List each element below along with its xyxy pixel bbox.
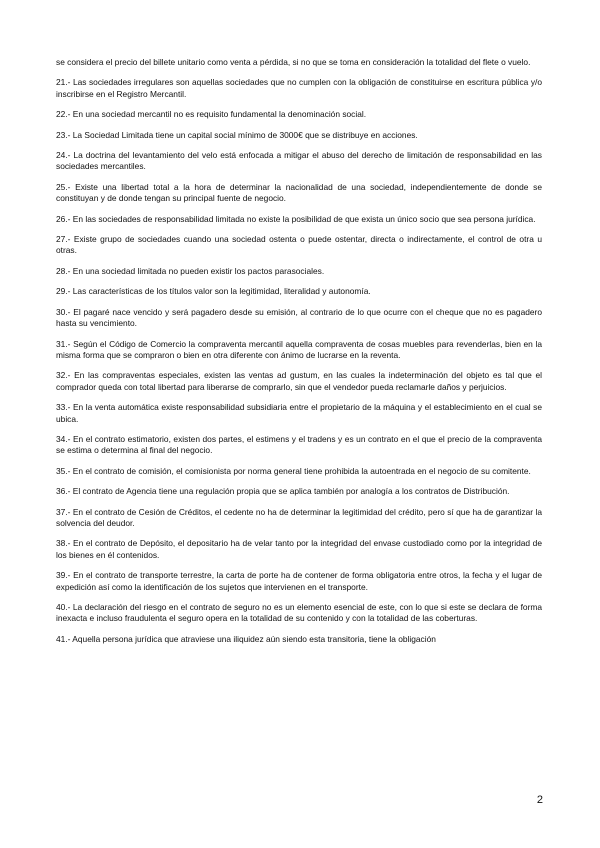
question-33: 33.- En la venta automática existe responsabilidad subsidiaria entre el propietario de la máquina y el establecimiento en el cual se ubica.: [56, 402, 542, 424]
question-21: 21.- Las sociedades irregulares son aquellas sociedades que no cumplen con la obligación de constituirse en escritura pública y/o inscribirse en el Registro Mercantil.: [56, 77, 542, 99]
question-23: 23.- La Sociedad Limitada tiene un capital social mínimo de 3000€ que se distribuye en acciones.: [56, 129, 418, 140]
question-37: 37.- En el contrato de Cesión de Créditos, el cedente no ha de determinar la legitimidad del crédito, pero sí que ha de garantizar la solvencia del deudor.: [56, 506, 542, 528]
question-24: 24.- La doctrina del levantamiento del velo está enfocada a mitigar el abuso del derecho de limitación de responsabilidad en las sociedades mercantiles.: [56, 150, 542, 172]
question-40: 40.- La declaración del riesgo en el contrato de seguro no es un elemento esencial de este, con lo que si este se declara de forma inexacta e incluso fraudulenta el seguro opera en la totalidad de su contenido y con la totalidad de las coberturas.: [56, 602, 542, 624]
question-26: 26.- En las sociedades de responsabilidad limitada no existe la posibilidad de que exista un único socio que sea persona jurídica.: [56, 213, 536, 224]
question-31: 31.- Según el Código de Comercio la compraventa mercantil aquella compraventa de cosas muebles para revenderlas, bien en la misma forma que se compraron o bien en otra diferente con ánimo de lucrarse en la reventa.: [56, 338, 542, 360]
question-28: 28.- En una sociedad limitada no pueden existir los pactos parasociales.: [56, 265, 325, 276]
question-35: 35.- En el contrato de comisión, el comisionista por norma general tiene prohibida la autoentrada en el negocio de su comitente.: [56, 465, 531, 476]
page-number: 2: [536, 794, 543, 806]
question-30: 30.- El pagaré nace vencido y será pagadero desde su emisión, al contrario de lo que ocurre con el cheque que no es pagadero hasta su vencimiento.: [56, 306, 542, 329]
question-29: 29.- Las características de los títulos valor son la legitimidad, literalidad y autonomía.: [56, 286, 371, 297]
question-38: 38.- En el contrato de Depósito, el depositario ha de velar tanto por la integridad del envase custodiado como por la integridad de los bienes en él contenidos.: [56, 538, 542, 560]
question-36: 36.- El contrato de Agencia tiene una regulación propia que se aplica también por analogía a los contratos de Distribución.: [56, 486, 510, 497]
paragraph-continuation: se considera el precio del billete unitario como venta a pérdida, si no que se toma en consideración la totalidad del flete o vuelo.: [56, 57, 531, 67]
question-34: 34.- En el contrato estimatorio, existen dos partes, el estimens y el tradens y es un contrato en el que el precio de la compraventa se estima o determina al final del negocio.: [56, 433, 542, 456]
question-27: 27.- Existe grupo de sociedades cuando una sociedad ostenta o puede ostentar, directa o indirectamente, el control de otra u otras.: [56, 234, 542, 256]
document-body: [56, 57, 542, 654]
question-41: 41.- Aquella persona jurídica que atraviese una iliquidez aún siendo esta transitoria, tiene la obligación: [56, 633, 436, 644]
question-22: 22.- En una sociedad mercantil no es requisito fundamental la denominación social.: [56, 109, 367, 120]
question-32: 32.- En las compraventas especiales, existen las ventas ad gustum, en las cuales la indeterminación del objeto es tal que el comprador queda con total libertad para liberarse de comprarlo, sin que el vendedor pueda reclamarle daños y perjuicios.: [56, 370, 542, 392]
question-25: 25.- Existe una libertad total a la hora de determinar la nacionalidad de una sociedad, independientemente de donde se constituyan y de donde tengan su principal fuente de negocio.: [56, 181, 542, 204]
question-39: 39.- En el contrato de transporte terrestre, la carta de porte ha de contener de forma obligatoria entre otros, la fecha y el lugar de expedición así como la identificación de los sujetos que intervienen en el transporte.: [56, 570, 542, 592]
